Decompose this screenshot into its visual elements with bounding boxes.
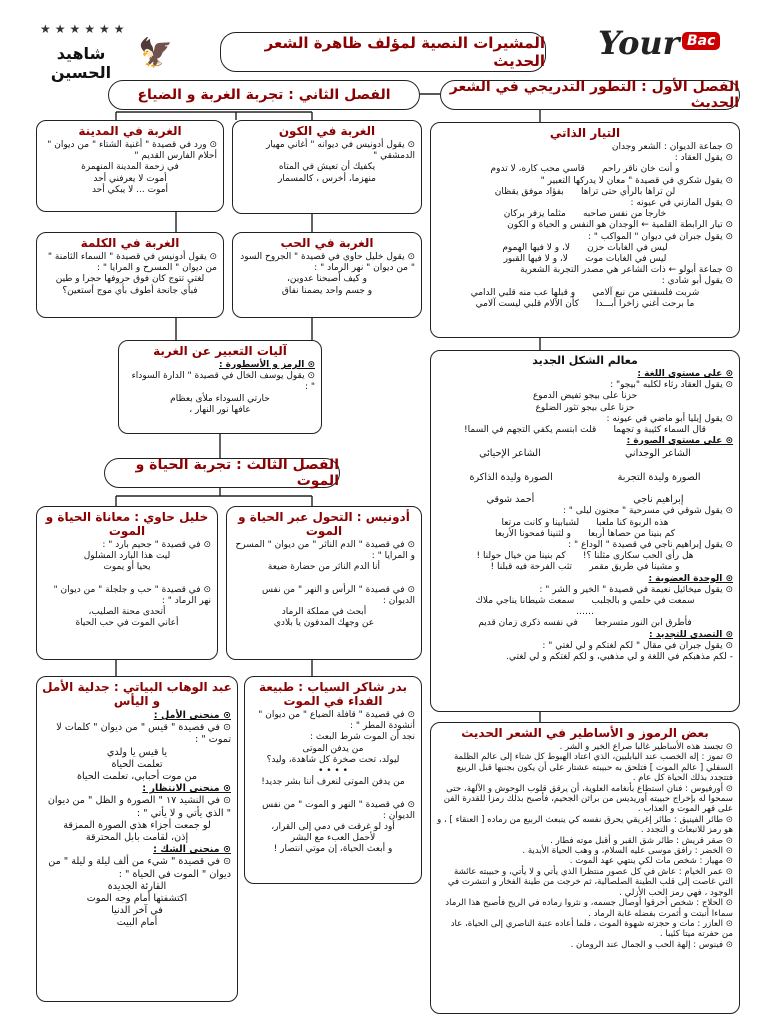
verse: تعلمت الحياة [111,758,163,770]
verse: أمام البيت [116,917,158,929]
line: ⊙ فينوس : إلهة الحب و الجمال عند الرومان . [570,939,733,950]
mechanisms-title: آليات التعبير عن الغربة [153,344,287,358]
line: ⊙ يقول جبران في مقال " لكم لغتكم و لي لغتي " : [542,640,733,651]
line: ⊙ تموز : إله الخصب عند البابليين، الذي اعتاد الهبوط كل شتاء إلى عالم الظلمة السفلي [ عالم الموت ] فتلحق به حبيبته عشتار على أن يكون بجنبها قبل الربيع فتتجدد بذلك الحياة كل عام . [451,752,733,784]
verse: لو جمعت أجزاء هذي الصورة الممزقة [63,819,211,831]
yourbac-logo [598,22,748,72]
verse: و جسم واحد يضمنا نفاق [281,285,373,296]
self-current-box [430,122,740,338]
chapter-3-title: الفصل الثالث : تجربة الحياة و الموت [104,458,340,488]
verse: حزنا على بيجو تثور الضلوع [535,402,635,413]
verse: في آخر الدنيا [111,905,163,917]
verse: و مشينا في طريق مقمر تثب الفرحة فيه قبلنا ! [490,562,680,573]
bayati-title: عبد الوهاب البياتي : جدلية الأمل و اليأس [42,680,232,708]
verse: أتحدى محنة الصليب، [88,607,166,618]
adonis-title: أدونيس : التحول عبر الحياة و الموت [238,510,410,538]
line: ⊙ الوحدة العضوية : [648,573,733,584]
poet-right: الشاعر الوجداني [624,448,691,460]
verse: فأطرق ابن النور متسرجعا في نفسه ذكرى زمان قديم [478,618,692,629]
word-box [36,232,224,318]
bayati-box [36,676,238,1002]
verse: ما برحت أغني زاخرا أبـــدا كأن الآلام قلبي ليست آلامي [475,298,695,309]
logo-badge: Bac [682,32,720,50]
line: ⊙ تجسد هذه الأساطير غالبا صراع الخير و الشر . [559,742,733,752]
author-name: شاهيد الحسين [50,44,112,82]
verse: أود لو غرقت في دمي إلى القرار، [271,822,395,833]
adonis-box [226,506,422,660]
line: ⊙ الرمز و الأسطورة : [218,360,315,370]
verse: خارجا من نفس صاحبه مثلما يزفر بركان [503,209,667,220]
verse: في زحمة المدينة المنهمرة [81,162,179,173]
verse: أموت ... لا يبكي أحد [91,184,169,195]
name-left: أحمد شوقي [486,494,535,506]
verse: قال السماء كئيبة و تجهما قلت ابتسم يكفي التجهم في السما! [464,425,706,436]
verse: اكتشفتها أمام وجه الموت [86,893,188,905]
image-left: الصورة وليدة الذاكرة [469,472,553,484]
spacer [233,574,415,585]
line: ⊙ عمر الخيام : عاش في كل عصور منتظرا الذي يأتي و لا يأتي، و حبيبته عائشة التي غاصت إلى قلب الطينة الصلصالية، ثم خرجت من طينة الفخار و انتشرت في الوجود ، فهي رمز الحب الأزلي . [445,866,733,898]
verse: و كيف أصبحنا عدوين، [286,274,368,285]
line: ⊙ يقول خليل حاوي في قصيدة " الجروح السود " من ديوان " نهر الرماد " : [237,252,415,274]
symbols-title: بعض الرموز و الأساطير في الشعر الحديث [461,726,709,740]
mechanisms-box [118,340,322,434]
line: ⊙ يقول العقاد رثاء لكلبه "بيجو" : [610,380,733,391]
line: ⊙ يقول ميخائيل نعيمة في قصيدة " الخير و الشر " : [539,584,733,595]
line: ⊙ ورد في قصيدة " أغنية الشتاء " من ديوان " أحلام الفارس القديم " [44,140,217,162]
line: ⊙ جماعة أبولو ← ذات الشاعر هي مصدر التجربة الشعرية [520,265,733,276]
line: ⊙ صقر قريش : طائر شق القبر و أقبل موته فطار . [550,835,733,846]
verse: ليس في الغابات حزن لا، و لا فيها الهموم [502,242,668,253]
verse: ليت هذا البارد المشلول [83,551,171,562]
line: - لكم مذهبكم في اللغة و لي مذهبي، و لكم لغتكم و لي لغتي. [506,652,733,663]
line: ⊙ في النشيد ١٧ " الصورة و الظل " من ديوان " الذي يأتي و لا يأتي " : [44,795,231,819]
verse: و أبعث الحياة، إن موتي انتصار ! [273,844,393,855]
cosmos-title: الغربة في الكون [278,124,376,138]
love-box [232,232,422,318]
verse: كم بنينا من حصاها أربعا و لثنينا فمحونا الأربعا [494,528,676,539]
stars-icon: ★★★★★★ [40,22,129,36]
new-form-box [430,350,740,712]
line: ⊙ يقول أدونيس في ديوانه " أغاني مهيار الدمشقي " [263,140,415,162]
line: ⊙ في قصيدة " الرأس و النهر " من نفس الديوان : [259,584,415,607]
line: ⊙ يقول أدونيس في قصيدة " السماء الثامنة " من ديوان " المسرح و المرايا " : [45,252,217,274]
line: ⊙ مهيار : شخص مات لكي ينتهي عهد الموت . [569,856,733,867]
line: ⊙ في قصيدة " جحيم بارد " : [102,540,211,550]
city-box [36,120,224,212]
verse: سمعت في حلمي و بالجلبب سمعت شيطانا يناجي ملاك [475,596,695,607]
spacer [43,574,211,585]
new-form-title: معالم الشكل الجديد [532,354,638,367]
line: ⊙ في قصيدة " حب و جلجلة " من ديوان " نهر الرماد " : [50,584,211,607]
verse: ليس في الغابات موت لا، و لا فيها القبور [503,254,667,265]
name-right: إبراهيم ناجي [633,494,684,506]
main-title: المشيرات النصية لمؤلف ظاهرة الشعر الحديث [220,32,546,72]
verse: • • • • [318,766,348,777]
line: ⊙ في قصيدة " النهر و الموت " من نفس الديوان : [259,799,415,821]
verse: هل رأى الحب سكارى مثلنا ؟! كم بنينا من خيال حولنا ! [476,551,694,562]
verse: يا قيس يا ولدي [106,746,168,758]
author-mark [20,22,180,82]
line: ⊙ على مستوى الصورة : [626,436,733,447]
logo-text: Your [598,24,680,62]
cosmos-box [232,120,422,214]
hawi-title: خليل حاوي : معاناة الحياة و الموت [45,510,209,538]
verse: أعاني الموت في حب الحياة [75,618,179,629]
verse: عافها نور النهار ، [189,404,251,415]
line: ⊙ يقول إبراهيم ناجي في قصيدة " الوداع " : [568,540,733,551]
verse: القارئة الجديدة [107,880,167,892]
line: ⊙ جماعة الديوان : الشعر وجدان [611,142,733,152]
verse: لأحمل العبء مع البشر [290,833,376,844]
city-title: الغربة في المدينة [78,124,182,138]
line: ⊙ منحنى الأمل : [153,710,231,721]
spacer [251,788,415,799]
line: ⊙ تيار الرابطة القلمية ← الوجدان هو النفس و الحياة و الكون [507,220,733,231]
verse: …… [576,607,594,618]
image-right: الصورة وليدة التجربة [617,472,701,484]
verse: يكفيك أن تعيش في المتاه [278,162,376,173]
line: ⊙ في قصيدة " قافلة الضياع " من ديوان " أنشودة المطر " : [255,710,415,732]
verse: ليولد، تحت صخرة كل شاهدة، وليد؟ [266,754,400,765]
verse: من يدفن الموتى [302,743,364,754]
verse: و أنت خان ناقر راحم قاسي محب كاره، لا تدوم [490,164,680,175]
verse: فبأي جانحة أطوف بأي موج أستعين؟ [62,285,198,296]
line: ⊙ أورفيوس : فنان استطاع بأنغامه العلوية، أن يرقق قلوب الوحوش و الآلهة، حتى سمحوا له بإخراج حبيبته أوريديس من براثن الجحيم، فأصبح بذلك رمزا للقدرة الفن على قهر الموت و العذاب . [441,783,733,815]
poet-left: الشاعر الإحيائي [479,448,541,460]
sayyab-box [244,676,422,884]
verse: لن تراها بالرأي حتى تراها بفؤاد موفق يقظان [494,186,676,197]
line: ⊙ منحنى الشك : [153,844,231,856]
line: ⊙ يقول أبو شادي : [661,276,733,287]
eagle-icon: 🦅 [138,36,173,69]
chapter-2-title: الفصل الثاني : تجربة الغربة و الضياع [108,80,420,110]
verse: أموت لا يعرفني أحد [93,173,167,184]
line: ⊙ يقول العقاد : [674,153,733,164]
verse: عن وجهك المدفون يا بلادي [273,618,375,629]
verse: شربت فلسفتي من نبع آلامي و قبلها عب منه قلبي الدامي [470,287,700,298]
line: ⊙ العازر : مات و حجزته شهوة الموت ، فلما أعاده عتبة الناصري إلى الحياة، عاد من حفرته ميتا كئيبا . [447,918,733,940]
line: ⊙ منحنى الانتظار : [142,783,231,795]
line: ⊙ الحلاج : شخص أحرقوا أوصال جسمه، و نثروا رماده في الريح فأصبح هذا الرماد سماءا أنبتت و أثمرت بفضله غابة الرماد . [442,898,733,919]
line: ⊙ يقول المازني في عيونه : [630,198,733,209]
line: ⊙ يقول شوقي في مسرحية " مجنون ليلى " : [562,506,733,517]
line: ⊙ يقول جبران في ديوان " المواكب " : [587,231,733,242]
verse: لغتي تتوج كان فوق حروفها حجرا و طين [55,274,205,285]
verse: من موت أحبابي، تعلمت الحياة [76,771,197,783]
line: ⊙ التصدي للتجديد : [649,629,733,640]
symbols-box [430,722,740,1014]
verse: أنا الدم الناثر من حضارة ضيعة [267,562,381,573]
line: نجد أن الموت شرط البعث : [309,732,415,743]
line: ⊙ يقول شكري في قصيدة " معان لا يدركها التعبير " [540,175,733,186]
line: ⊙ في قصيدة " الدم الناثر " من ديوان " المسرح و المرايا " : [232,540,415,562]
verse: أبحث في مملكة الرماد [281,607,367,618]
verse: هذه الربوة كنا ملعبا لشبابينا و كانت مرتعا [501,517,669,528]
verse: يحيا أو يموت [103,562,151,573]
line: ⊙ الخضر : رافق موسى عليه السلام، و وهب الحياة الأبدية . [522,846,733,857]
love-title: الغربة في الحب [280,236,374,250]
line: ⊙ يقول يوسف الخال في قصيدة " الدارة السوداء " : [128,371,315,393]
word-title: الغربة في الكلمة [80,236,180,250]
self-current-title: التيار الذاتي [549,126,621,140]
sayyab-title: بدر شاكر السياب : طبيعة الفداء في الموت [258,680,408,708]
line: ⊙ على مستوى اللغة : [637,369,733,379]
line: ⊙ في قصيدة " قيس " من ديوان " كلمات لا تموت " : [53,722,231,746]
line: ⊙ في قصيدة " شيء من ألف ليلة و ليلة " من ديوان " الموت في الحياة " : [45,856,231,880]
chapter-1-title: الفصل الأول : التطور التدريجي في الشعر الحديث [440,80,740,110]
verse: حارتي السوداء ملأى بعظام [170,393,270,404]
hawi-box [36,506,218,660]
verse: منهزما، أخرس ، كالمسمار [278,173,376,184]
verse: من يدفن الموتى لنعرف أننا بشر جديد! [261,777,405,788]
line: ⊙ يقول إيليا أبو ماضي في عيونه : [606,413,733,424]
verse: حزنا على بيجو تفيض الدموع [532,391,638,402]
line: ⊙ طائر الفينيق : طائر إغريقي يحرق نفسه كي ينبعث الربيع من رماده [ العنقاء ] ، و هو رمز للانبعاث و التجدد . [434,814,733,836]
verse: إذن، لقامت بابل المحترقة [85,832,189,844]
